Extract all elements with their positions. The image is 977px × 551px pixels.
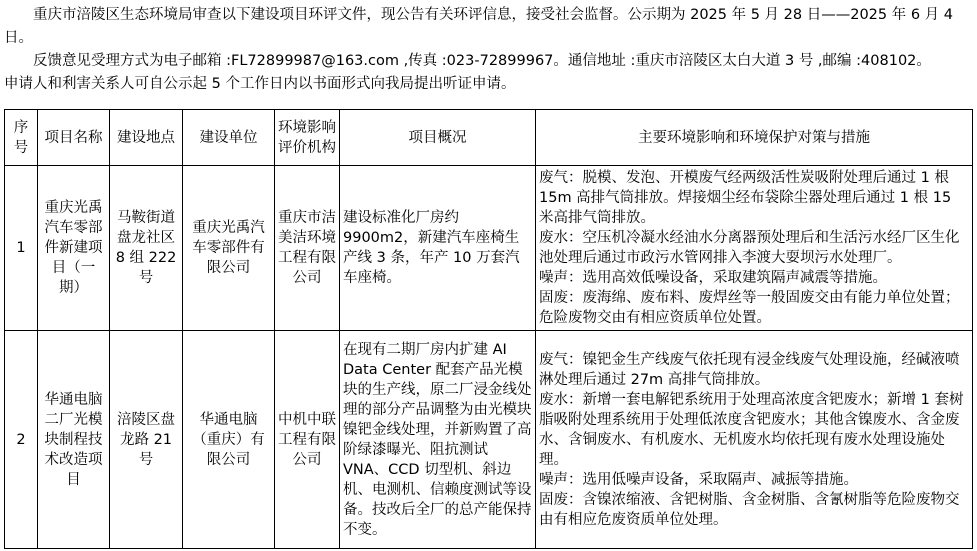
notice-intro-line-1: 重庆市涪陵区生态环境局审查以下建设项目环评文件，现公告有关环评信息，接受社会监督。公示期为 2025 年 5 月 28 日——2025 年 6 月 4 日。 xyxy=(4,7,954,46)
measure-exhaust-gas: 废气：镍钯金生产线废气依托现有浸金线废气处理设施，经碱液喷淋处理后通过 27m 高排气筒排放。 xyxy=(539,351,960,388)
project-table xyxy=(4,109,973,549)
notice-intro-line-2: 反馈意见受理方式为电子邮箱 :FL72899987@163.com ,传真 :023-72899967。通信地址 :重庆市涪陵区太白大道 3 号 ,邮编 :408102。 xyxy=(33,53,931,69)
row-location: 涪陵区盘龙路 21 号 xyxy=(110,331,183,549)
row-measures xyxy=(536,166,973,331)
header-unit: 建设单位 xyxy=(183,110,275,166)
header-measures: 主要环境影响和环境保护对策与措施 xyxy=(536,110,973,166)
measure-noise: 噪声：选用高效低噪设备，采取建筑隔声减震等措施。 xyxy=(539,270,887,286)
header-name: 项目名称 xyxy=(38,110,110,166)
measure-exhaust-gas: 废气：脱模、发泡、开模废气经两级活性炭吸附处理后通过 1 根 15m 高排气筒排放。焊接烟尘经布袋除尘器处理后通过 1 根 15 米高排气筒排放。 xyxy=(539,170,952,226)
table-header-row xyxy=(5,110,973,166)
row-no: 1 xyxy=(5,166,38,331)
row-agency: 重庆市洁美洁环境工程有限公司 xyxy=(275,166,340,331)
row-overview: 在现有二期厂房内扩建 AI Data Center 配套产品光模块的生产线，原二厂浸金线处理的部分产品调整为由光模块镍钯金线处理，并新购置了高阶绿漆曝光、阻抗测试 VNA、CCD 切型机、斜边机、电测机、信赖度测试等设备。技改后全厂的总产能保持不变。 xyxy=(340,331,536,549)
header-overview: 项目概况 xyxy=(340,110,536,166)
notice-intro xyxy=(4,4,972,96)
measure-solid-waste: 固废：含镍浓缩液、含钯树脂、含金树脂、含氰树脂等危险废物交由有相应危废资质单位处理。 xyxy=(539,491,960,528)
row-unit: 重庆光禹汽车零部件有限公司 xyxy=(183,166,275,331)
row-agency: 中机中联工程有限公司 xyxy=(275,331,340,549)
measure-wastewater: 废水：新增一套电解钯系统用于处理高浓度含钯废水；新增 1 套树脂吸附处理系统用于处理低浓度含钯废水；其他含镍废水、含金废水、含铜废水、有机废水、无机废水均依托现有废水处理设施处理。 xyxy=(539,391,964,468)
row-location: 马鞍街道盘龙社区 8 组 222 号 xyxy=(110,166,183,331)
header-no: 序号 xyxy=(5,110,38,166)
measure-solid-waste: 固废：废海绵、废布料、废焊丝等一般固废交由有能力单位处置；危险废物交由有相应资质单位处置。 xyxy=(539,290,960,326)
row-no: 2 xyxy=(5,331,38,549)
table-row xyxy=(5,331,973,549)
row-measures xyxy=(536,331,973,549)
notice-intro-line-3: 申请人和利害关系人可自公示起 5 个工作日内以书面形式向我局提出听证申请。 xyxy=(4,76,516,92)
header-location: 建设地点 xyxy=(110,110,183,166)
row-project-name: 重庆光禹汽车零部件新建项目（一期） xyxy=(38,166,110,331)
header-agency: 环境影响评价机构 xyxy=(275,110,340,166)
row-project-name: 华通电脑二厂光模块制程技术改造项目 xyxy=(38,331,110,549)
measure-noise: 噪声：选用低噪声设备，采取隔声、减振等措施。 xyxy=(539,471,858,488)
row-unit: 华通电脑（重庆）有限公司 xyxy=(183,331,275,549)
row-overview: 建设标准化厂房约 9900m2，新建汽车座椅生产线 3 条，年产 10 万套汽车座椅。 xyxy=(340,166,536,331)
measure-wastewater: 废水：空压机冷凝水经油水分离器预处理后和生活污水经厂区生化池处理后通过市政污水管网排入李渡大耍坝污水处理厂。 xyxy=(539,230,960,266)
table-row xyxy=(5,166,973,331)
